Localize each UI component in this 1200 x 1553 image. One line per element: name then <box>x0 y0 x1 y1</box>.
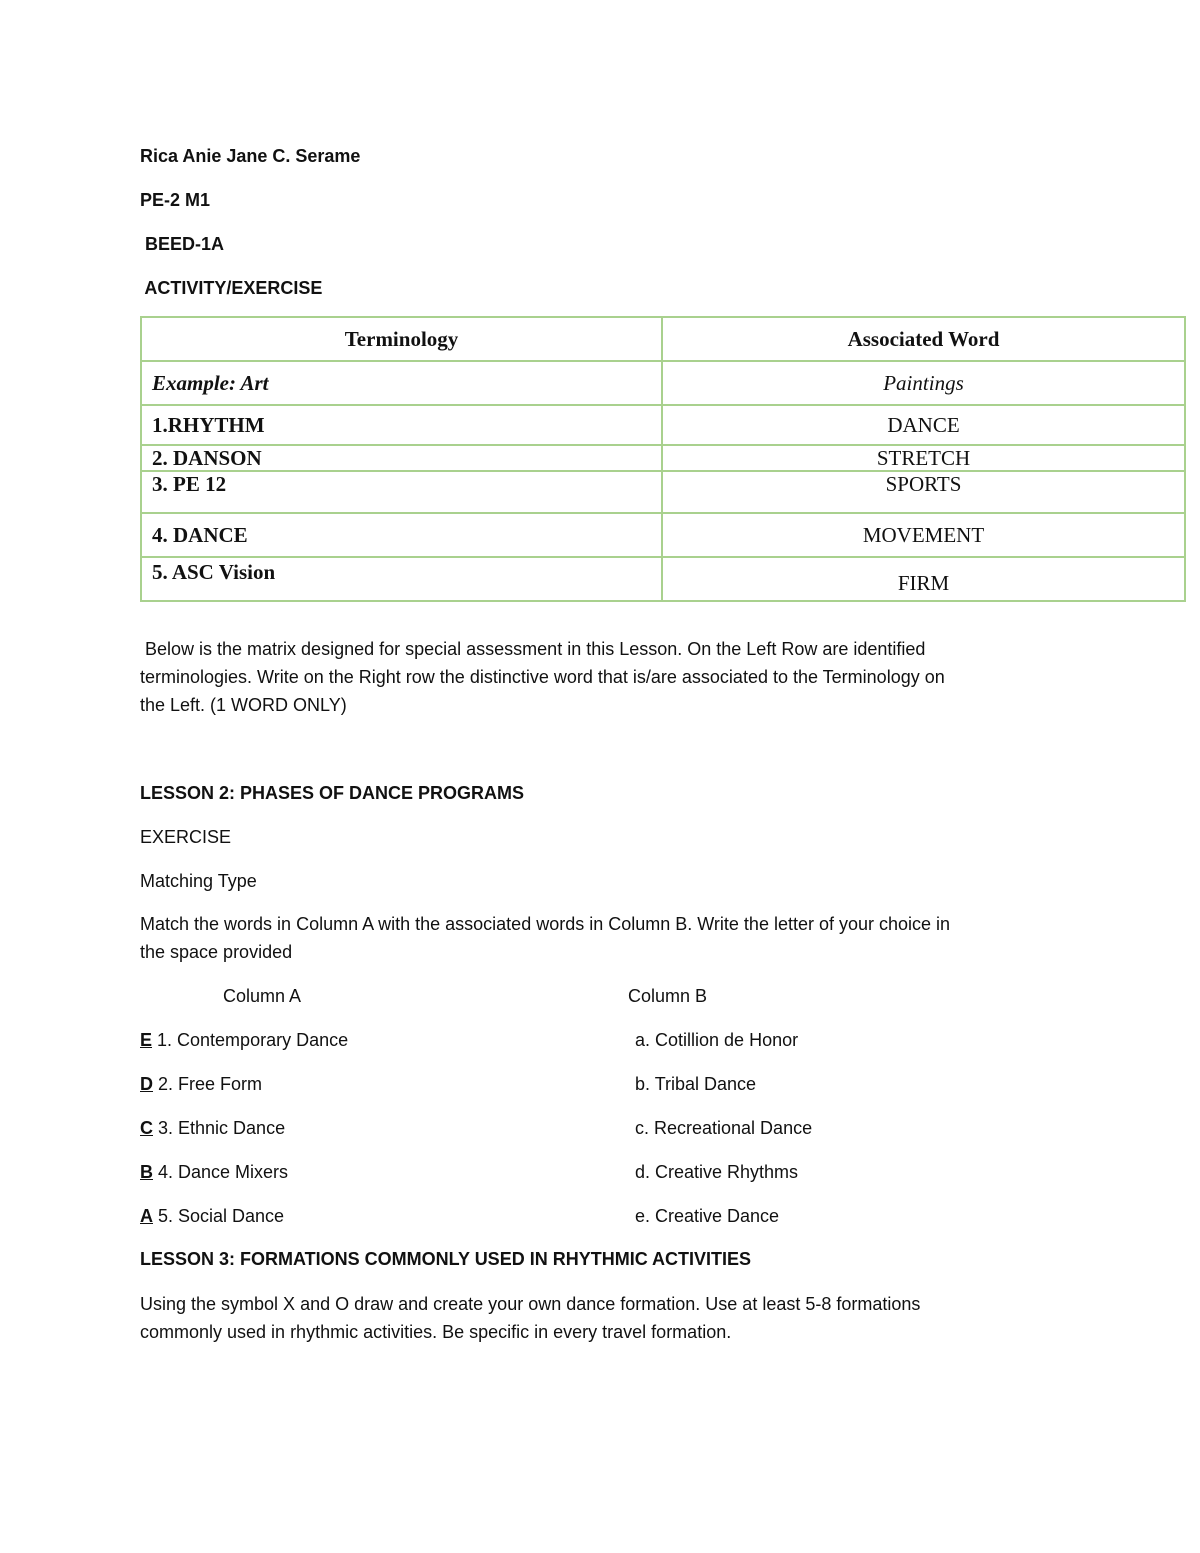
term-cell: 5. ASC Vision <box>141 557 662 601</box>
section-label: BEED-1A <box>140 234 225 254</box>
student-name: Rica Anie Jane C. Serame <box>140 146 361 166</box>
word-cell: SPORTS <box>662 471 1185 513</box>
term-cell: 3. PE 12 <box>141 471 662 513</box>
term-cell: 2. DANSON <box>141 445 662 471</box>
item-text: 1. Contemporary Dance <box>152 1030 349 1050</box>
matching-type-label: Matching Type <box>140 871 257 891</box>
item-text: 5. Social Dance <box>153 1206 285 1226</box>
word-cell: DANCE <box>662 405 1185 445</box>
column-a-item <box>140 1029 348 1051</box>
answer-letter: D <box>140 1074 153 1094</box>
table-row <box>141 405 1185 445</box>
word-cell: MOVEMENT <box>662 513 1185 557</box>
word-cell: STRETCH <box>662 445 1185 471</box>
answer-letter: C <box>140 1118 153 1138</box>
directions-line-1: Match the words in Column A with the associated words in Column B. Write the letter of your choice in <box>140 914 951 934</box>
lesson2-title: LESSON 2: PHASES OF DANCE PROGRAMS <box>140 783 525 803</box>
lesson3-title: LESSON 3: FORMATIONS COMMONLY USED IN RHYTHMIC ACTIVITIES <box>140 1249 752 1269</box>
word-cell: FIRM <box>662 557 1185 601</box>
lesson3-line-2: commonly used in rhythmic activities. Be specific in every travel formation. <box>140 1322 732 1342</box>
instructions-line-1: Below is the matrix designed for special assessment in this Lesson. On the Left Row are identified <box>140 639 926 659</box>
terminology-table <box>140 316 1186 602</box>
column-b-item: d. Creative Rhythms <box>635 1162 799 1182</box>
example-term: Example: Art <box>141 361 662 405</box>
table-row-example <box>141 361 1185 405</box>
table-row <box>141 557 1185 601</box>
answer-letter: E <box>140 1030 153 1050</box>
column-a-item <box>140 1073 262 1095</box>
lesson3-line-1: Using the symbol X and O draw and create your own dance formation. Use at least 5-8 formations <box>140 1294 921 1314</box>
header-associated-word: Associated Word <box>662 317 1185 361</box>
column-b-item: e. Creative Dance <box>635 1206 780 1226</box>
header-terminology: Terminology <box>141 317 662 361</box>
answer-letter: B <box>140 1162 153 1182</box>
item-text: 3. Ethnic Dance <box>153 1118 286 1138</box>
column-b-item: a. Cotillion de Honor <box>635 1030 799 1050</box>
answer-letter: A <box>140 1206 153 1226</box>
course-code: PE-2 M1 <box>140 190 211 210</box>
table-header-row <box>141 317 1185 361</box>
column-a-header: Column A <box>223 986 302 1006</box>
column-b-header: Column B <box>628 986 708 1006</box>
item-text: 2. Free Form <box>153 1074 263 1094</box>
table-row <box>141 513 1185 557</box>
term-cell: 4. DANCE <box>141 513 662 557</box>
instructions-line-3: the Left. (1 WORD ONLY) <box>140 695 347 715</box>
table-row <box>141 471 1185 513</box>
column-b-item: b. Tribal Dance <box>635 1074 757 1094</box>
column-b-item: c. Recreational Dance <box>635 1118 813 1138</box>
activity-heading: ACTIVITY/EXERCISE <box>140 278 323 298</box>
table-row <box>141 445 1185 471</box>
directions-line-2: the space provided <box>140 942 293 962</box>
exercise-label: EXERCISE <box>140 827 232 847</box>
term-cell: 1.RHYTHM <box>141 405 662 445</box>
instructions-line-2: terminologies. Write on the Right row the distinctive word that is/are associated to the Terminology on <box>140 667 945 687</box>
column-a-item <box>140 1205 284 1227</box>
column-a-item <box>140 1117 285 1139</box>
item-text: 4. Dance Mixers <box>153 1162 289 1182</box>
column-a-item <box>140 1161 288 1183</box>
example-word: Paintings <box>662 361 1185 405</box>
